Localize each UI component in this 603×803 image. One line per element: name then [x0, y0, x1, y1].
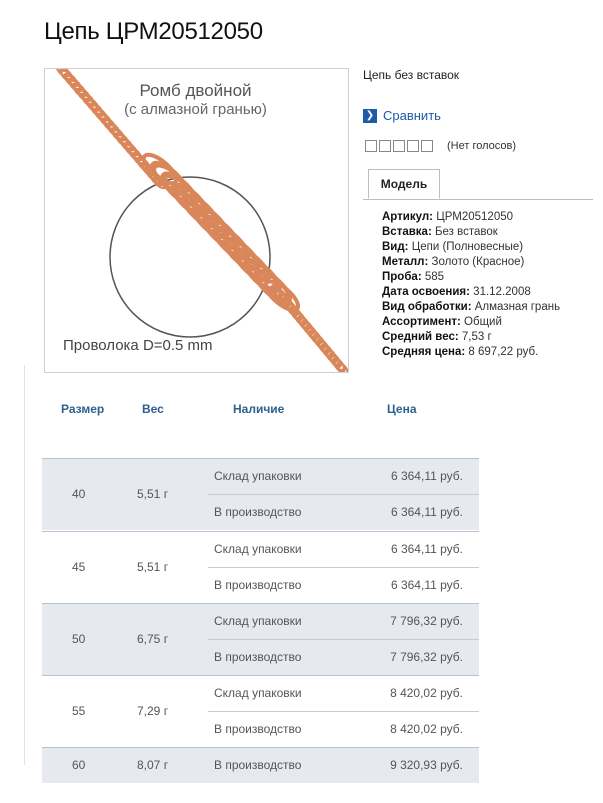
spec-value: 7,53 г	[458, 331, 492, 343]
spec-row	[382, 330, 560, 345]
spec-row	[382, 270, 560, 285]
spec-key: Средний вес:	[382, 331, 459, 343]
cell-weight: 6,75 г	[137, 632, 169, 646]
cell-availability: В производство	[214, 758, 302, 772]
column-header-size: Размер	[61, 402, 105, 416]
cell-size: 45	[72, 560, 86, 574]
cell-price: 7 796,32 руб.	[390, 614, 463, 628]
cell-price: 8 420,02 руб.	[390, 686, 463, 700]
cell-availability: В производство	[214, 505, 302, 519]
spec-value: Общий	[460, 316, 502, 328]
cell-availability: В производство	[214, 650, 302, 664]
votes-count: (Нет голосов)	[447, 140, 517, 152]
cell-price: 6 364,11 руб.	[390, 469, 463, 483]
cell-availability: Склад упаковки	[214, 469, 302, 483]
subrow-divider	[208, 494, 479, 495]
cell-weight: 5,51 г	[137, 487, 169, 501]
column-header-weight: Вес	[142, 402, 164, 416]
spec-value: 8 697,22 руб.	[465, 346, 539, 358]
arrow-right-icon: ❯	[363, 109, 377, 123]
cell-availability: Склад упаковки	[214, 614, 302, 628]
rating-star-1[interactable]	[365, 140, 377, 152]
spec-key: Проба:	[382, 271, 422, 283]
cell-availability: Склад упаковки	[214, 686, 302, 700]
row-divider	[42, 675, 479, 676]
spec-row	[382, 300, 560, 315]
spec-row	[382, 315, 560, 330]
spec-key: Металл:	[382, 256, 429, 268]
subrow-divider	[208, 567, 479, 568]
spec-value: Цепи (Полновесные)	[408, 241, 524, 253]
spec-value: 585	[421, 271, 445, 283]
spec-key: Вид обработки:	[382, 301, 472, 313]
cell-weight: 5,51 г	[137, 560, 169, 574]
product-subtitle: Цепь без вставок	[363, 68, 460, 82]
cell-price: 8 420,02 руб.	[390, 722, 463, 736]
spec-value: 31.12.2008	[469, 286, 531, 298]
spec-key: Ассортимент:	[382, 316, 461, 328]
row-divider	[42, 603, 479, 604]
spec-row	[382, 225, 560, 240]
spec-value: Без вставок	[431, 226, 498, 238]
tab-model[interactable]: Модель	[368, 169, 440, 199]
subrow-divider	[208, 711, 479, 712]
spec-row	[382, 285, 560, 300]
cell-availability: В производство	[214, 578, 302, 592]
cell-weight: 7,29 г	[137, 704, 169, 718]
spec-key: Вставка:	[382, 226, 432, 238]
spec-row	[382, 240, 560, 255]
table-row	[42, 747, 479, 783]
cell-price: 6 364,11 руб.	[390, 578, 463, 592]
row-divider	[42, 747, 479, 748]
spec-key: Дата освоения:	[382, 286, 470, 298]
cell-price: 6 364,11 руб.	[390, 542, 463, 556]
left-divider	[24, 365, 25, 765]
cell-price: 6 364,11 руб.	[390, 505, 463, 519]
photo-caption-subtitle: (с алмазной гранью)	[124, 101, 267, 118]
compare-link[interactable]	[363, 108, 441, 123]
spec-value: Золото (Красное)	[428, 256, 525, 268]
cell-availability: Склад упаковки	[214, 542, 302, 556]
spec-row	[382, 255, 560, 270]
rating-star-2[interactable]	[379, 140, 391, 152]
spec-value: Алмазная грань	[471, 301, 561, 313]
row-divider	[42, 531, 479, 532]
cell-size: 55	[72, 704, 86, 718]
spec-key: Вид:	[382, 241, 409, 253]
spec-row	[382, 210, 560, 225]
wire-diameter-label: Проволока D=0.5 mm	[63, 337, 213, 354]
cell-weight: 8,07 г	[137, 758, 169, 772]
rating-star-4[interactable]	[407, 140, 419, 152]
photo-caption-title: Ромб двойной	[139, 81, 252, 100]
page-title: Цепь ЦРМ20512050	[44, 18, 263, 45]
table-row	[42, 675, 479, 747]
cell-size: 50	[72, 632, 86, 646]
cell-size: 40	[72, 487, 86, 501]
table-row	[42, 458, 479, 530]
spec-key: Средняя цена:	[382, 346, 466, 358]
spec-row	[382, 345, 560, 360]
table-row	[42, 531, 479, 603]
column-header-price: Цена	[387, 402, 417, 416]
rating-star-3[interactable]	[393, 140, 405, 152]
spec-key: Артикул:	[382, 211, 434, 223]
spec-value: ЦРМ20512050	[433, 211, 514, 223]
cell-price: 9 320,93 руб.	[390, 758, 463, 772]
rating-star-5[interactable]	[421, 140, 433, 152]
product-photo	[44, 68, 349, 373]
table-row	[42, 603, 479, 675]
rating-widget	[365, 140, 516, 152]
column-header-availability: Наличие	[233, 402, 285, 416]
cell-price: 7 796,32 руб.	[390, 650, 463, 664]
subrow-divider	[208, 639, 479, 640]
compare-label: Сравнить	[383, 108, 441, 123]
cell-availability: В производство	[214, 722, 302, 736]
tab-strip-line	[363, 199, 593, 200]
cell-size: 60	[72, 758, 86, 772]
row-divider	[42, 458, 479, 459]
spec-list	[382, 210, 560, 360]
